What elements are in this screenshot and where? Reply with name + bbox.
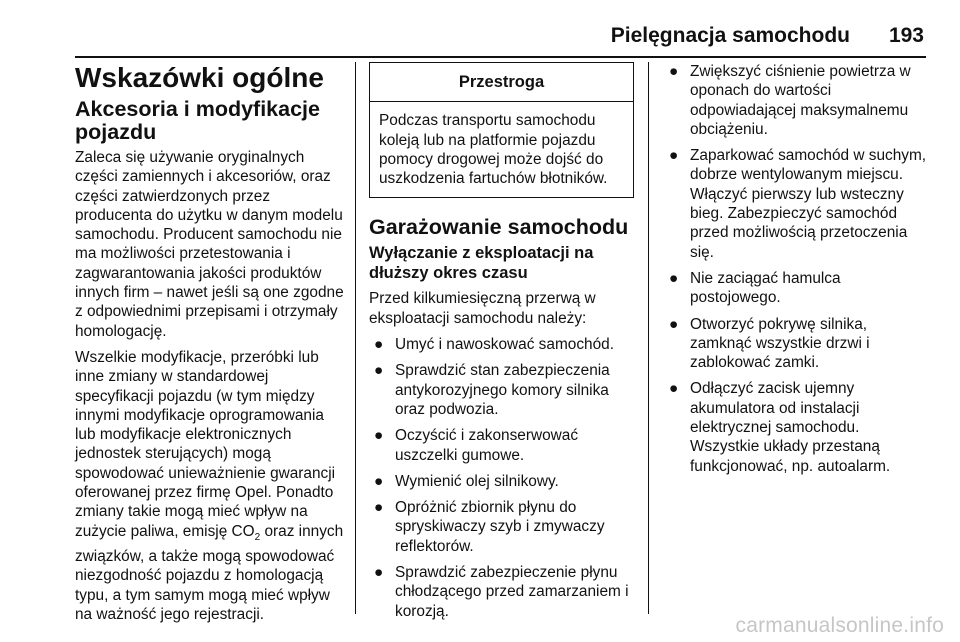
bullet-icon: ● [669, 315, 679, 333]
list-item [369, 335, 634, 354]
bullet-icon: ● [374, 427, 384, 445]
list-item [369, 563, 634, 621]
bullet-icon: ● [374, 564, 384, 582]
list-item [369, 361, 634, 419]
list-item-text: Wymienić olej silnikowy. [395, 472, 559, 490]
bullet-icon: ● [374, 362, 384, 380]
paragraph-text: Wszelkie modyfikacje, przeróbki lub inne zmiany w standardowej specyfikacji pojazdu (w tym między innymi modyfikacje oprogramowania lub modyfikacje elektronicznych jednostek sterujących) mogą spowodować unieważnienie gwarancji oferowanej przez firmę Opel. Ponadto zmiany takie mogą mieć wpływ na zużycie paliwa, emisję CO [75, 348, 336, 540]
list-item-text: Opróżnić zbiornik płynu do spryskiwaczy szyb i zmywaczy reflektorów. [395, 499, 605, 555]
page-number: 193 [888, 24, 924, 47]
warning-title: Przestroga [370, 63, 633, 102]
warning-box [369, 62, 634, 198]
list-item [369, 426, 634, 465]
bullet-icon: ● [669, 147, 679, 165]
bullet-list [664, 62, 930, 476]
subscript: 2 [254, 531, 261, 543]
bullet-icon: ● [374, 472, 384, 490]
bullet-icon: ● [669, 380, 679, 398]
list-item [369, 498, 634, 556]
column-divider [355, 62, 356, 614]
bullet-icon: ● [374, 336, 384, 354]
bullet-icon: ● [669, 269, 679, 287]
list-item [664, 62, 930, 139]
column-right [664, 62, 930, 483]
list-item-text: Oczyścić i zakonserwować uszczelki gumowe. [395, 427, 579, 464]
column-middle [369, 62, 634, 628]
list-item-text: Otworzyć pokrywę silnika, zamknąć wszystkie drzwi i zablokować zamki. [690, 315, 870, 372]
paragraph: Przed kilkumiesięczną przerwą w eksploatacji samochodu należy: [369, 290, 596, 327]
list-item-text: Zaparkować samochód w suchym, dobrze wentylowanym miejscu. Włączyć pierwszy lub wsteczny bieg. Zabezpieczyć samochód przed możliwością przetoczenia się. [690, 147, 927, 261]
list-item-text: Zwiększyć ciśnienie powietrza w oponach do wartości odpowiadającej maksymalnemu obciążeniu. [690, 63, 911, 138]
list-item-text: Sprawdzić zabezpieczenie płynu chłodzącego przed zamarzaniem i korozją. [395, 564, 629, 620]
list-item-text: Umyć i nawoskować samochód. [395, 336, 614, 354]
section-heading: Garażowanie samochodu [369, 215, 629, 240]
list-item [664, 315, 930, 373]
column-divider [648, 62, 649, 614]
header-rule [75, 56, 926, 58]
paragraph [75, 348, 345, 624]
list-item [664, 379, 930, 475]
list-item [664, 146, 930, 262]
paragraph: Zaleca się używanie oryginalnych części zamiennych i akcesoriów, oraz części zatwierdzonych przez producenta do użytku w danym modelu samochodu. Producent samochodu nie ma możliwości przetestowania i zagwarantowania jakości produktów innych firm – nawet jeśli są one zgodne z odpowiednimi przepisami i otrzymały homologację. [75, 149, 344, 340]
subsection-heading: Akcesoria i modyfikacje pojazdu [75, 97, 320, 144]
list-item [664, 269, 930, 308]
column-left [75, 62, 345, 631]
list-item-text: Sprawdzić stan zabezpieczenia antykorozyjnego komory silnika oraz podwozia. [395, 362, 610, 418]
bullet-icon: ● [374, 499, 384, 517]
bullet-icon: ● [669, 63, 679, 80]
section-heading: Wskazówki ogólne [75, 62, 324, 93]
paragraph-text: oraz innych związków, a także mogą spowodować niezgodność pojazdu z homologacją typu, a tym samym mogą mieć wpływ na ważność jego rejestracji. [75, 522, 344, 623]
watermark: carmanualsonline.info [735, 614, 944, 637]
list-item-text: Nie zaciągać hamulca postojowego. [690, 269, 841, 307]
subsection-heading: Wyłączanie z eksploatacji na dłuższy okres czasu [369, 244, 594, 283]
bullet-list [369, 335, 634, 621]
running-title: Pielęgnacja samochodu [610, 24, 850, 47]
warning-text: Podczas transportu samochodu koleją lub na platformie pojazdu pomocy drogowej może dojść do uszkodzenia fartuchów błotników. [379, 112, 608, 188]
page-header [0, 0, 960, 58]
list-item-text: Odłączyć zacisk ujemny akumulatora od instalacji elektrycznej samochodu. Wszystkie układy przestaną funkcjonować, np. autoalarm. [690, 380, 891, 475]
list-item [369, 472, 634, 491]
